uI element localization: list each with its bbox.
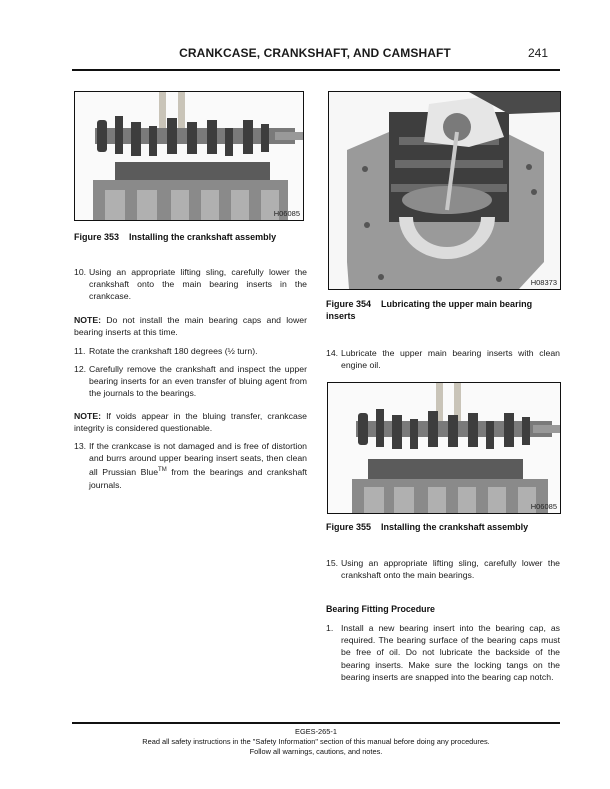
figure-title: Installing the crankshaft assembly xyxy=(381,522,529,532)
figure-354-image xyxy=(328,91,561,290)
step-text: Lubricate the upper main bearing inserts with clean engine oil. xyxy=(341,348,560,371)
step-text: Carefully remove the crankshaft and inspect the upper bearing inserts for an even transfer of bluing agent from the journals to the bearings. xyxy=(89,364,307,399)
figure-353-caption xyxy=(74,231,314,243)
step-text: Using an appropriate lifting sling, carefully lower the crankshaft onto the main bearings. xyxy=(341,558,560,581)
figure-355-caption xyxy=(326,521,562,533)
crankshaft-assembly-illustration xyxy=(328,383,560,513)
figure-id-label: H06085 xyxy=(530,502,557,511)
step-12 xyxy=(74,363,307,400)
figure-title: Lubricating the upper main bearing inserts xyxy=(326,299,533,321)
step-text xyxy=(74,440,307,491)
step-11 xyxy=(74,345,307,357)
footer-warnings-line: Follow all warnings, cautions, and notes. xyxy=(249,747,383,756)
note-label: NOTE: xyxy=(74,315,102,325)
header-rule xyxy=(72,69,560,71)
figure-number: Figure 355 xyxy=(326,522,372,532)
step-14 xyxy=(326,347,560,371)
step-15 xyxy=(326,557,560,581)
figure-id-label: H06085 xyxy=(273,209,300,218)
step-13 xyxy=(74,440,307,491)
page-number: 241 xyxy=(528,46,549,60)
step-number: 13. xyxy=(74,441,87,451)
figure-title: Installing the crankshaft assembly xyxy=(129,232,277,242)
step-number: 12. xyxy=(74,364,87,374)
footer-safety-line: Read all safety instructions in the "Safety Information" section of this manual before doing any procedures. xyxy=(142,737,490,746)
step-text: Install a new bearing insert into the bearing cap, as required. The bearing surface of the bearing caps must be free of oil. Do not lubricate the backside of the bearing inserts. Make sure the locking tangs on the bearing inserts are snapped into the bearing cap notch. xyxy=(341,623,560,682)
note-text: If voids appear in the bluing transfer, crankcase integrity is considered questionable. xyxy=(74,411,307,434)
step-text-part: from the bearings and crankshaft journals. xyxy=(89,467,307,490)
step-text: Using an appropriate lifting sling, carefully lower the crankshaft onto the main bearing inserts in the crankcase. xyxy=(89,267,307,302)
figure-354-caption xyxy=(326,298,562,322)
figure-353-image xyxy=(74,91,304,221)
note-2 xyxy=(74,410,307,434)
bearing-lubrication-illustration xyxy=(329,92,560,289)
footer-doc-id: EGES-265-1 xyxy=(295,727,337,736)
figure-355-image xyxy=(327,382,561,514)
note-1 xyxy=(74,314,307,338)
note-label: NOTE: xyxy=(74,411,102,421)
figure-id-label: H08373 xyxy=(530,278,557,287)
footer-rule xyxy=(72,722,560,724)
step-10 xyxy=(74,266,307,303)
step-text: Rotate the crankshaft 180 degrees (½ turn). xyxy=(89,346,258,356)
step-text-part: If the crankcase is not damaged and is free of distortion and burrs around upper bearing insert seats, then clean all Prussian Blue xyxy=(89,441,307,478)
step-1 xyxy=(326,622,560,683)
figure-number: Figure 353 xyxy=(74,232,120,242)
step-number: 14. xyxy=(326,348,339,358)
crankshaft-assembly-illustration xyxy=(75,92,303,220)
step-number: 15. xyxy=(326,558,339,568)
figure-number: Figure 354 xyxy=(326,299,372,309)
note-text: Do not install the main bearing caps and lower bearing inserts at this time. xyxy=(74,315,307,338)
step-number: 11. xyxy=(74,346,86,356)
section-subheading: Bearing Fitting Procedure xyxy=(326,604,435,614)
trademark-symbol: TM xyxy=(158,467,167,474)
step-number: 10. xyxy=(74,267,87,277)
step-number: 1. xyxy=(326,623,334,633)
page-header-title: CRANKCASE, CRANKSHAFT, AND CAMSHAFT xyxy=(179,46,451,60)
